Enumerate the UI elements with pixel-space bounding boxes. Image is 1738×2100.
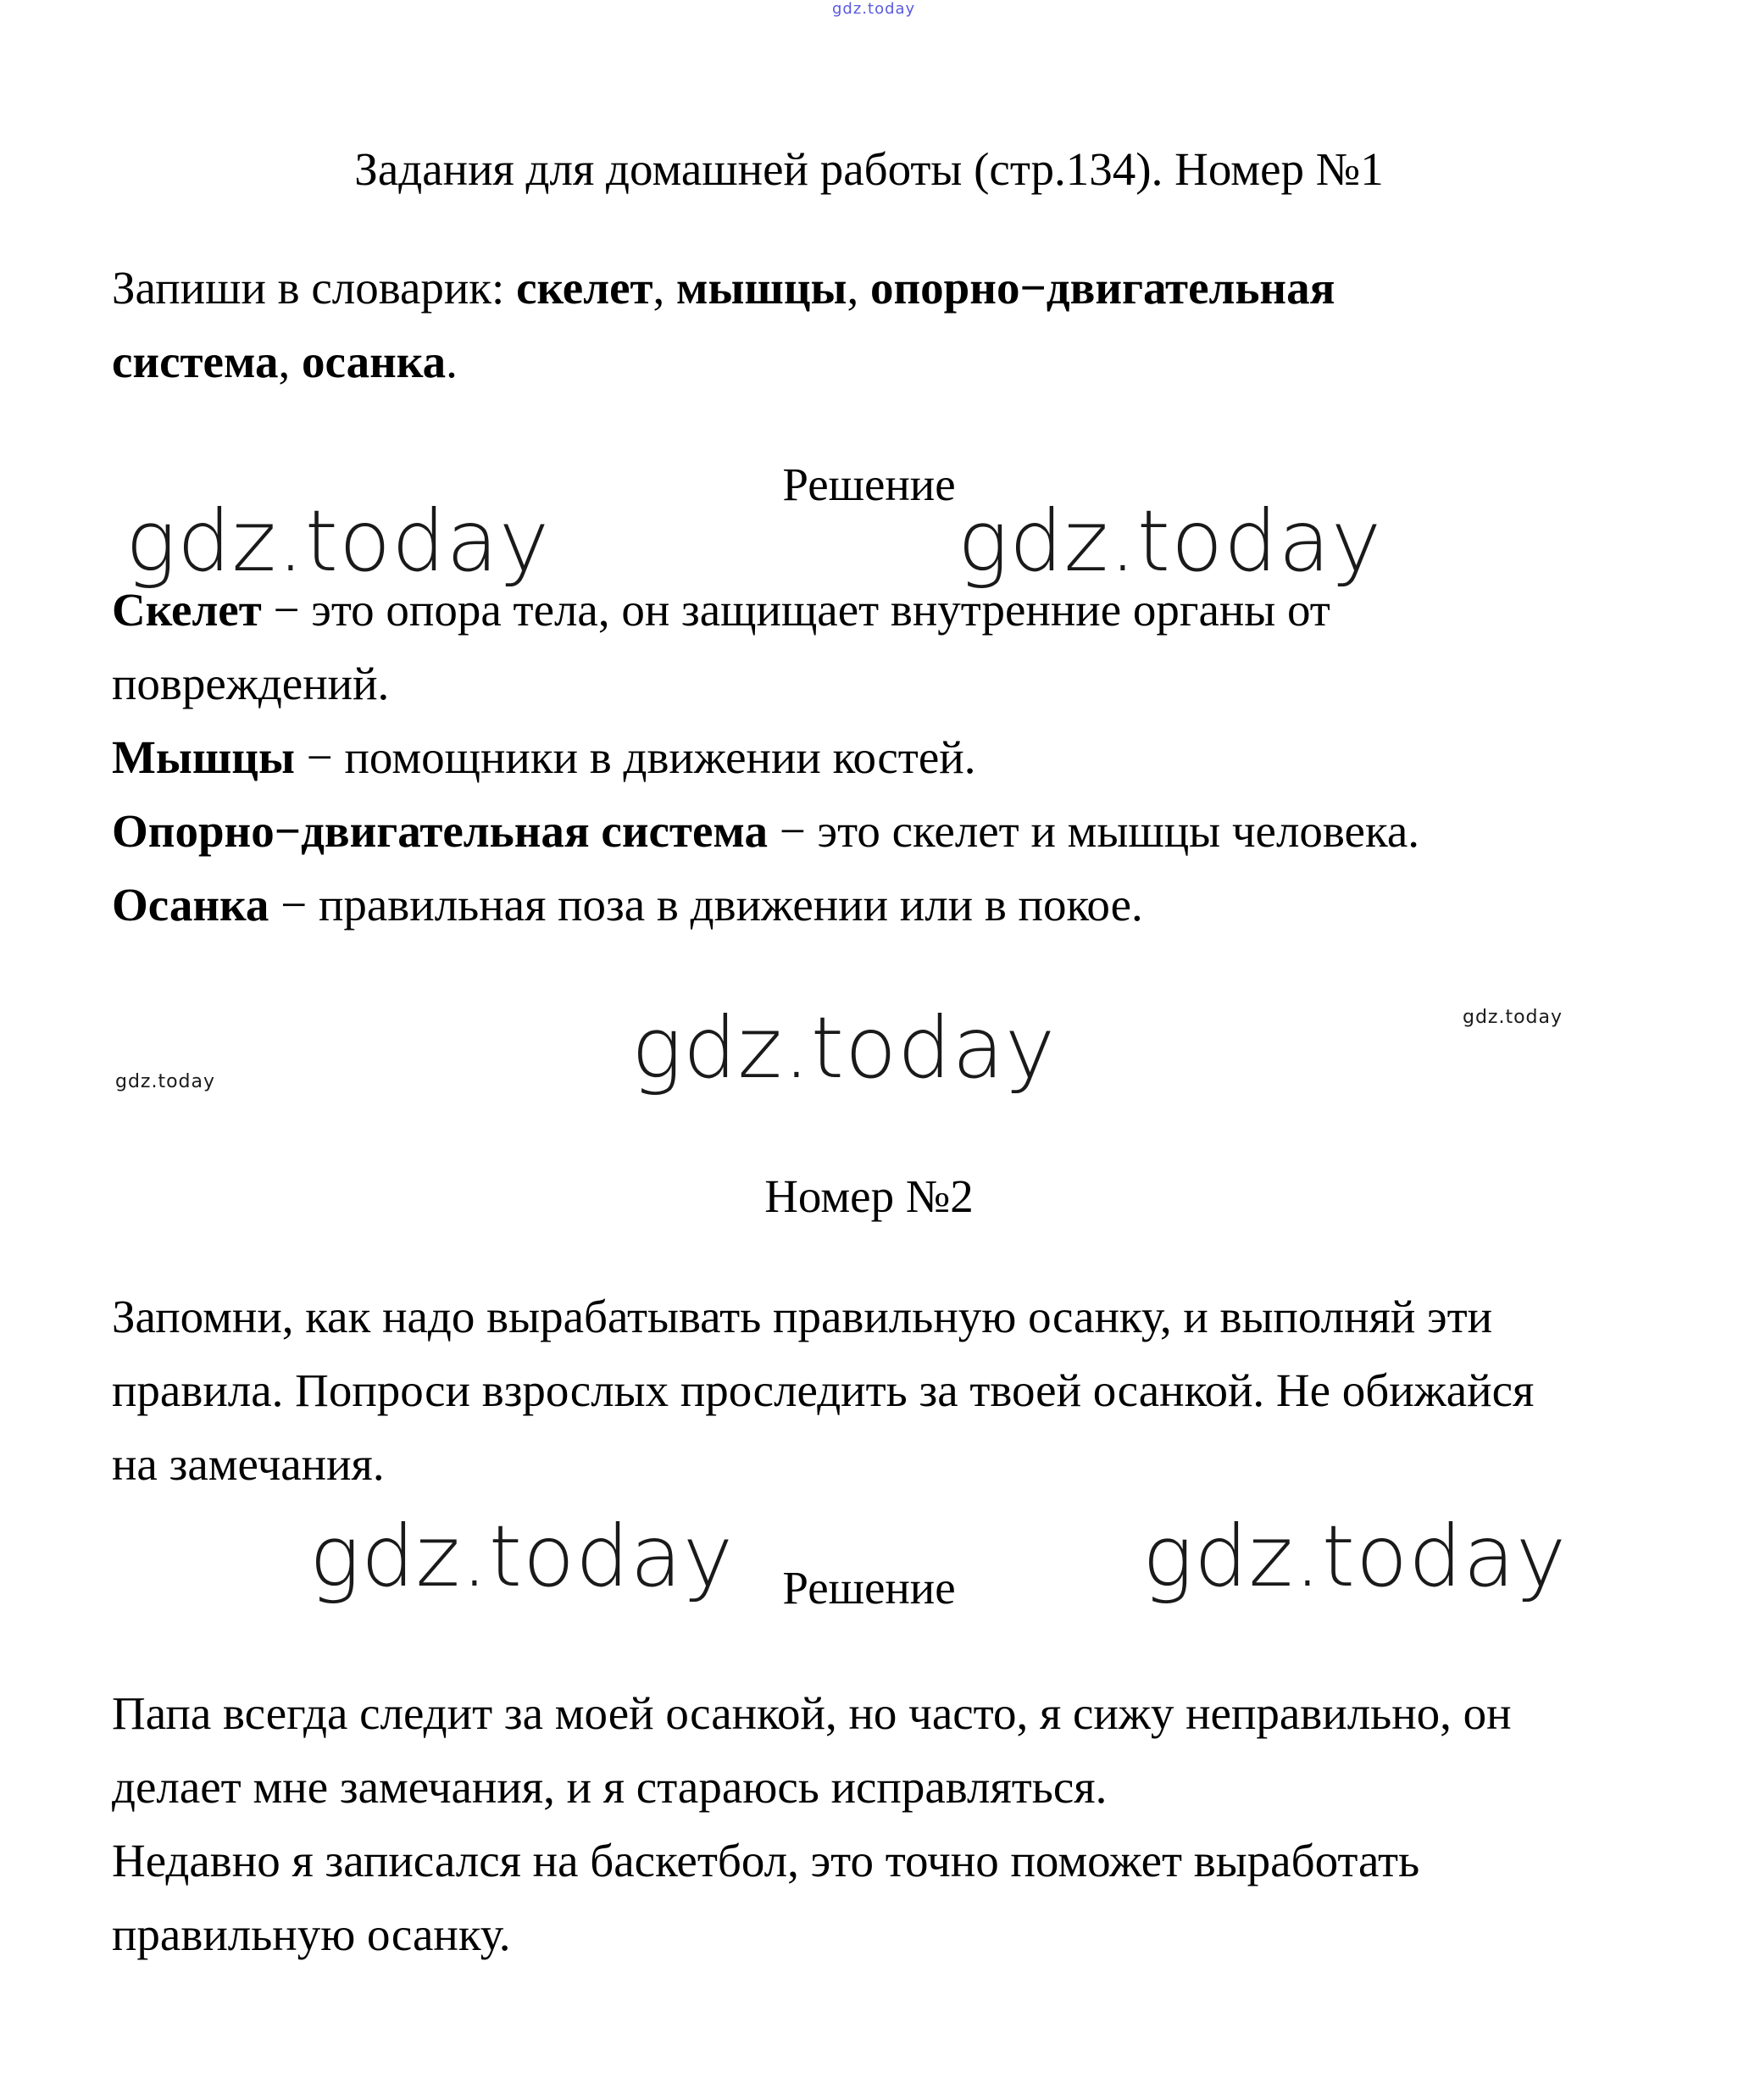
task2-prompt: Запомни, как надо вырабатывать правильную осанку, и выполняй эти правила. Попроси взрослых проследить за твоей осанкой. Не обижайся на замечания.: [112, 1291, 1535, 1490]
definition-term: Осанка: [112, 879, 269, 931]
separator: ,: [652, 262, 676, 314]
task2-solution-label: Решение: [782, 1562, 956, 1614]
period: .: [446, 336, 458, 387]
answer-paragraph-1: Папа всегда следит за моей осанкой, но часто, я сижу неправильно, он делает мне замечания, и я стараюсь исправляться.: [112, 1687, 1512, 1813]
definition-term: Мышцы: [112, 731, 295, 783]
watermark-large: gdz.today: [1142, 1507, 1568, 1606]
definition-posture: [112, 868, 1502, 942]
definition-text: − помощники в движении костей.: [294, 731, 976, 783]
watermark-large: gdz.today: [958, 492, 1383, 591]
term-skeleton: скелет: [516, 262, 653, 314]
task1-prompt: [112, 251, 1502, 398]
task2-title: Номер №2: [764, 1170, 974, 1222]
term-posture: осанка: [302, 336, 447, 387]
term-muscles: мышцы: [676, 262, 847, 314]
definition-musculoskeletal-system: [112, 794, 1502, 868]
watermark-large: gdz.today: [631, 998, 1057, 1097]
definition-term: Скелет: [112, 584, 262, 636]
definitions-list: [112, 573, 1502, 942]
definition-text: − это опора тела, он защищает внутренние органы от повреждений.: [112, 584, 1330, 709]
definition-term: Опорно−двигательная система: [112, 805, 768, 857]
task2-answer: [112, 1676, 1629, 1971]
watermark-top: gdz.today: [832, 0, 916, 18]
definition-skeleton: [112, 573, 1502, 720]
definition-muscles: [112, 720, 1502, 794]
answer-paragraph-2: Недавно я записался на баскетбол, это точно поможет выработать правильную осанку.: [112, 1835, 1420, 1960]
watermark-large: gdz.today: [125, 492, 551, 591]
task1-solution-label: Решение: [782, 458, 956, 510]
separator: ,: [278, 336, 303, 387]
separator: ,: [847, 262, 870, 314]
watermark-large: gdz.today: [309, 1507, 735, 1606]
term-musculoskeletal-system: опорно−двигательная система: [112, 262, 1335, 387]
task1-title: Задания для домашней работы (стр.134). Номер №1: [354, 143, 1384, 195]
definition-text: − это скелет и мышцы человека.: [767, 805, 1420, 857]
definition-text: − правильная поза в движении или в покое.: [269, 879, 1143, 931]
watermark-small: gdz.today: [1463, 1007, 1563, 1028]
watermark-small: gdz.today: [115, 1071, 216, 1092]
task1-prompt-prefix: Запиши в словарик:: [112, 262, 517, 314]
